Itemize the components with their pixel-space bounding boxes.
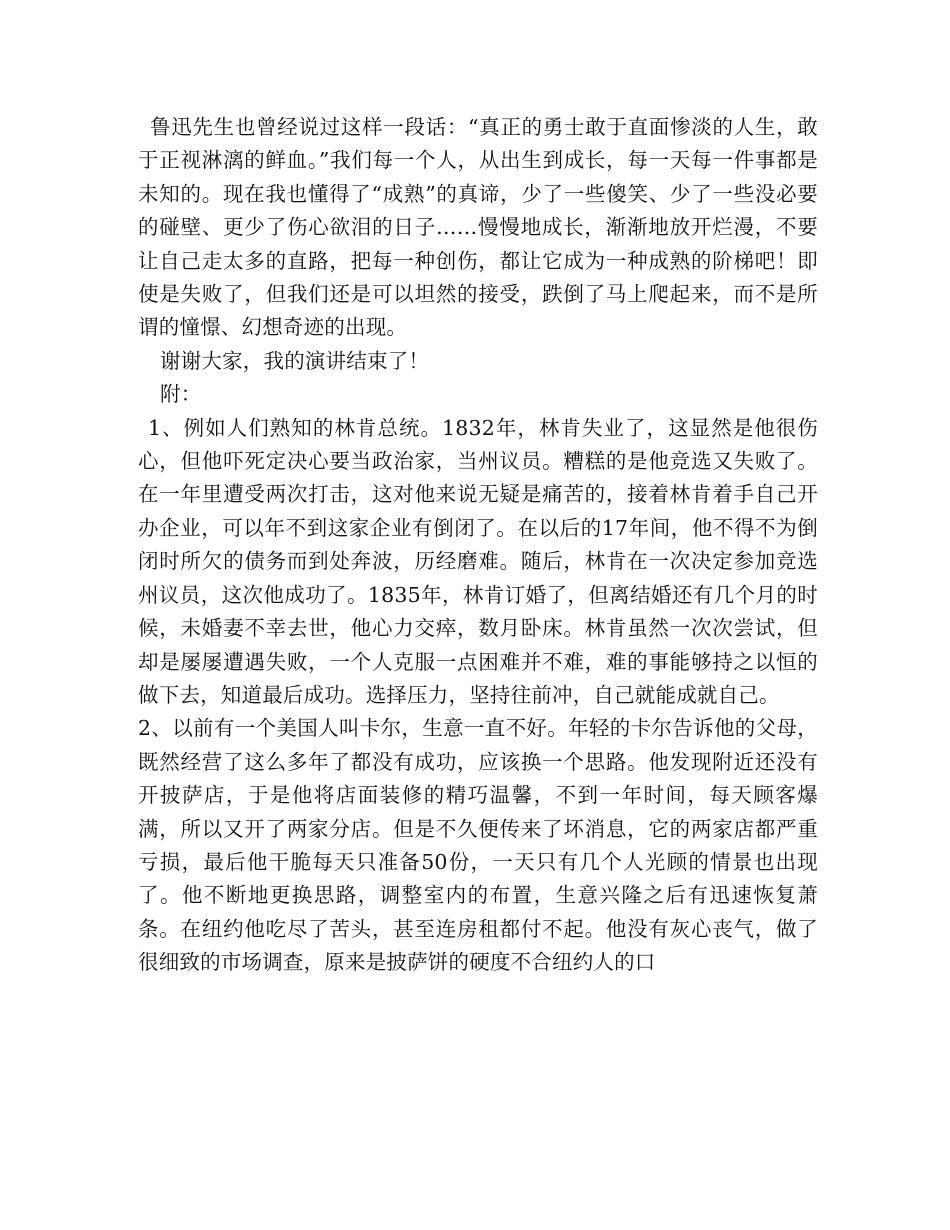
document-body [138,111,818,980]
paragraph-appendix-heading: 附： [160,382,202,407]
paragraph-thanks: 谢谢大家，我的演讲结束了！ [160,348,430,373]
paragraph-example-lincoln: 1、例如人们熟知的林肯总统。1832年，林肯失业了，这显然是他很伤心，但他吓死定决心要当政治家，当州议员。糟糕的是他竞选又失败了。在一年里遭受两次打击，这对他来说无疑是痛苦的，接着林肯着手自己开办企业，可以年不到这家企业有倒闭了。在以后的17年间，他不得不为倒闭时所欠的债务而到处奔波，历经磨难。随后，林肯在一次决定参加竞选州议员，这次他成功了。1835年，林肯订婚了，但离结婚还有几个月的时候，未婚妻不幸去世，他心力交瘁，数月卧床。林肯虽然一次次尝试，但却是屡屡遭遇失败，一个人克服一点困难并不难，难的事能够持之以恒的做下去，知道最后成功。选择压力，坚持往前冲，自己就能成就自己。 [138,415,818,707]
paragraph-example-carl: 2、以前有一个美国人叫卡尔，生意一直不好。年轻的卡尔告诉他的父母，既然经营了这么多年了都没有成功，应该换一个思路。他发现附近还没有开披萨店，于是他将店面装修的精巧温馨，不到一年时间，每天顾客爆满，所以又开了两家分店。但是不久便传来了坏消息，它的两家店都严重亏损，最后他干脆每天只准备50份，一天只有几个人光顾的情景也出现了。他不断地更换思路，调整室内的布置，生意兴隆之后有迅速恢复萧条。在纽约他吃尽了苦头，甚至连房租都付不起。他没有灰心丧气，做了很细致的市场调查，原来是披萨饼的硬度不合纽约人的口 [138,716,818,975]
paragraph-luxun-quote: 鲁迅先生也曾经说过这样一段话：“真正的勇士敢于直面惨淡的人生，敢于正视淋漓的鲜血。”我们每一个人，从出生到成长，每一天每一件事都是未知的。现在我也懂得了“成熟”的真谛，少了一些傻笑、少了一些没必要的碰壁、更少了伤心欲泪的日子……慢慢地成长，渐渐地放开烂漫，不要让自己走太多的直路，把每一种创伤，都让它成为一种成熟的阶梯吧！即使是失败了，但我们还是可以坦然的接受，跌倒了马上爬起来，而不是所谓的憧憬、幻想奇迹的出现。 [138,115,818,340]
